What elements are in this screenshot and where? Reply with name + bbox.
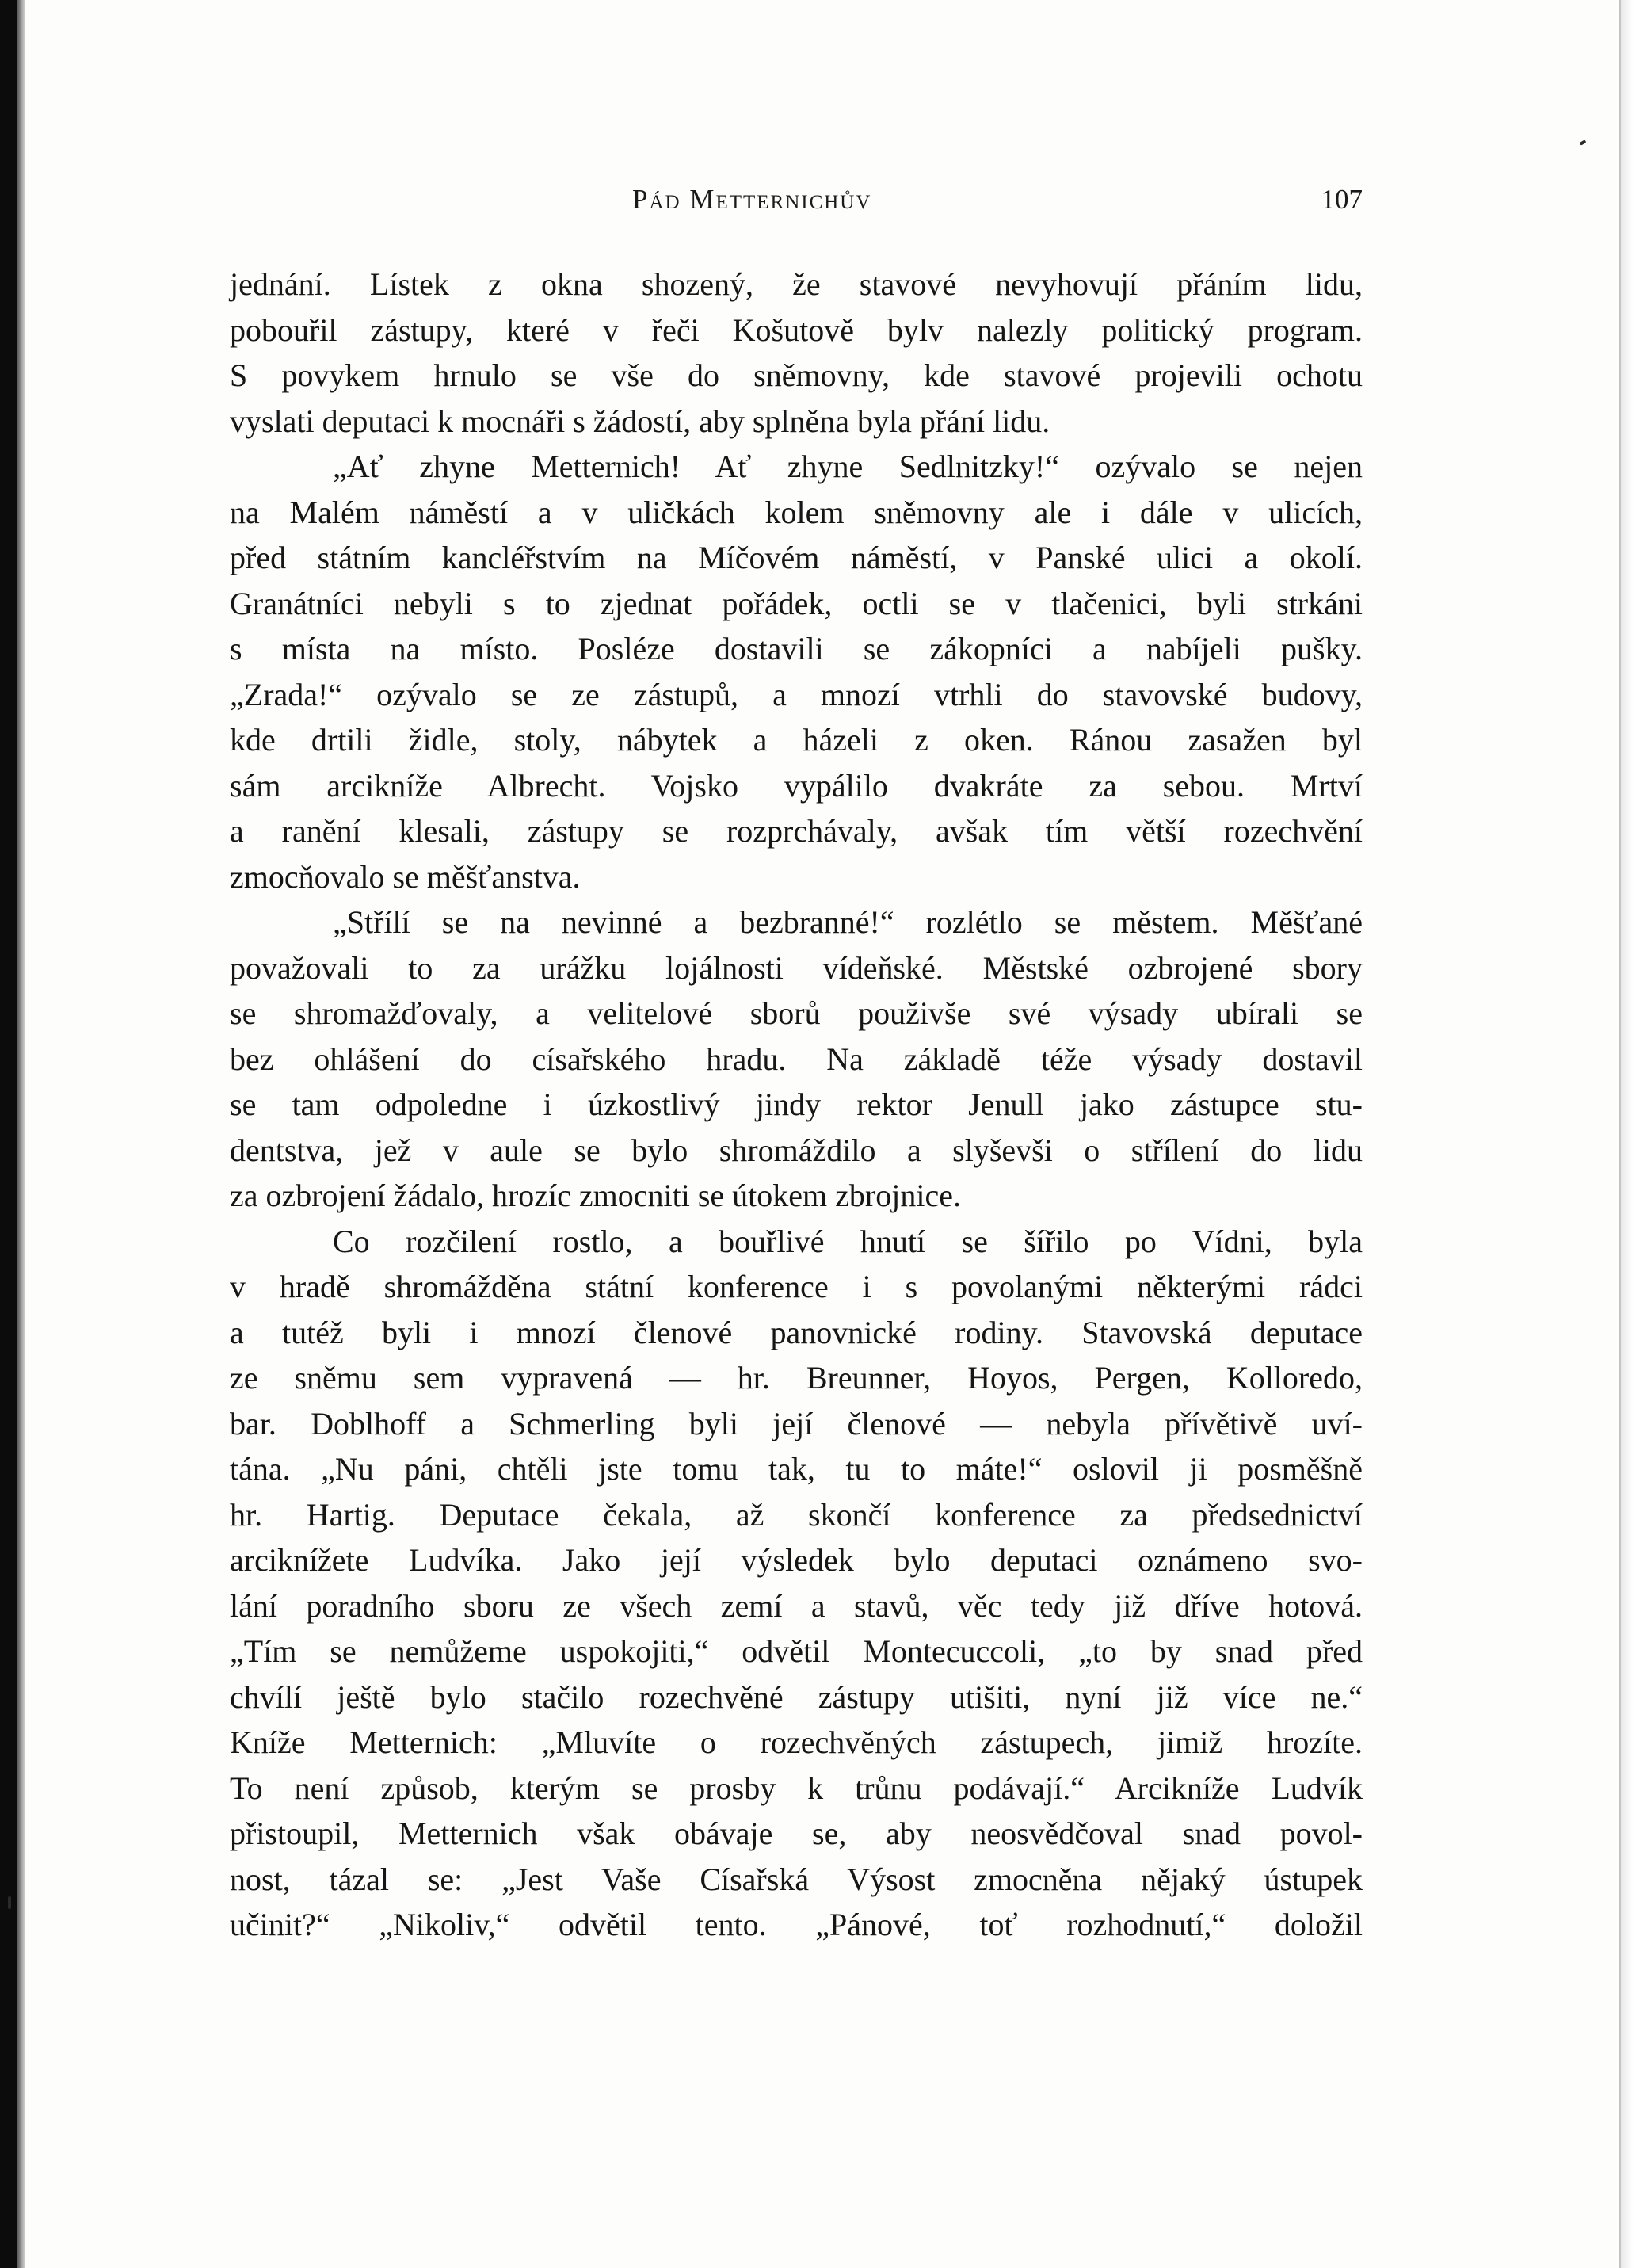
text-line: učinit?“ „Nikoliv,“ odvětil tento. „Pánové, toť rozhodnutí,“ doložil: [230, 1907, 1363, 1942]
body-text: [230, 262, 1363, 1948]
text-line: a ranění klesali, zástupy se rozprchávaly, avšak tím větší rozechvění: [230, 813, 1363, 849]
text-line: arciknížete Ludvíka. Jako její výsledek bylo deputaci oznámeno svo-: [230, 1542, 1363, 1578]
text-line: pobouřil zástupy, které v řeči Košutově bylv nalezly politický program.: [230, 311, 1363, 348]
text-line: v hradě shromážděna státní konference i s povolanými některými rádci: [230, 1269, 1363, 1304]
text-line: vyslati deputaci k mocnáři s žádostí, aby splněna byla přání lidu.: [230, 403, 1050, 439]
text-line: se tam odpoledne i úzkostlivý jindy rektor Jenull jako zástupce stu-: [230, 1086, 1363, 1122]
page-edge: [1621, 0, 1651, 2268]
text-line: tána. „Nu páni, chtěli jste tomu tak, tu to máte!“ oslovil ji posměšně: [230, 1451, 1363, 1487]
text-line: hr. Hartig. Deputace čekala, až skončí konference za předsednictví: [230, 1496, 1363, 1533]
text-line: lání poradního sboru ze všech zemí a stavů, věc tedy již dříve hotová.: [230, 1587, 1363, 1624]
running-header: [230, 184, 1363, 231]
text-line: „Tím se nemůžeme uspokojiti,“ odvětil Montecuccoli, „to by snad před: [230, 1633, 1363, 1669]
binding-shadow: [0, 0, 17, 2268]
text-line: na Malém náměstí a v uličkách kolem sněmovny ale i dále v ulicích,: [230, 494, 1363, 530]
text-line: chvílí ještě bylo stačilo rozechvěné zástupy utišiti, nyní již více ne.“: [230, 1678, 1363, 1715]
text-line: zmocňovalo se měšťanstva.: [230, 858, 581, 895]
dust-speck: [8, 1896, 11, 1909]
text-line: bar. Doblhoff a Schmerling byli její členové — nebyla přívětivě uví-: [230, 1405, 1363, 1441]
text-line: „Střílí se na nevinné a bezbranné!“ rozlétlo se městem. Měšťané: [333, 904, 1363, 940]
page-number: 107: [1321, 184, 1363, 215]
text-line: kde drtili židle, stoly, nábytek a házeli z oken. Ránou zasažen byl: [230, 722, 1363, 758]
text-line: jednání. Lístek z okna shozený, že stavové nevyhovují přáním lidu,: [230, 266, 1363, 302]
text-line: Granátníci nebyli s to zjednat pořádek, octli se v tlačenici, byli strkáni: [230, 585, 1363, 621]
text-line: bez ohlášení do císařského hradu. Na základě téže výsady dostavil: [230, 1040, 1363, 1077]
text-line: Co rozčilení rostlo, a bouřlivé hnutí se šířilo po Vídni, byla: [333, 1223, 1363, 1259]
binding-gradient: [17, 0, 25, 2268]
text-line: To není způsob, kterým se prosby k trůnu podávají.“ Arcikníže Ludvík: [230, 1770, 1363, 1806]
text-line: považovali to za urážku lojálnosti vídeňské. Městské ozbrojené sbory: [230, 949, 1363, 986]
running-title: Pád Metternichův: [632, 184, 872, 215]
text-line: Kníže Metternich: „Mluvíte o rozechvěných zástupech, jimiž hrozíte.: [230, 1724, 1363, 1760]
text-line: S povykem hrnulo se vše do sněmovny, kde stavové projevili ochotu: [230, 357, 1363, 393]
dust-speck: [1580, 139, 1587, 145]
text-line: „Zrada!“ ozývalo se ze zástupů, a mnozí vtrhli do stavovské budovy,: [230, 676, 1363, 712]
text-line: za ozbrojení žádalo, hrozíc zmocniti se útokem zbrojnice.: [230, 1178, 961, 1213]
text-line: sám arcikníže Albrecht. Vojsko vypálilo dvakráte za sebou. Mrtví: [230, 767, 1363, 804]
text-line: ze sněmu sem vypravená — hr. Breunner, Hoyos, Pergen, Kolloredo,: [230, 1360, 1363, 1396]
text-line: s místa na místo. Posléze dostavili se zákopníci a nabíjeli pušky.: [230, 631, 1363, 666]
text-line: se shromažďovaly, a velitelové sborů použivše své výsady ubírali se: [230, 995, 1363, 1031]
text-line: dentstva, jež v aule se bylo shromáždilo a slyševši o střílení do lidu: [230, 1132, 1363, 1168]
text-line: a tutéž byli i mnozí členové panovnické rodiny. Stavovská deputace: [230, 1314, 1363, 1350]
text-line: před státním kancléřstvím na Míčovém náměstí, v Panské ulici a okolí.: [230, 540, 1363, 575]
text-line: přistoupil, Metternich však obávaje se, aby neosvědčoval snad povol-: [230, 1816, 1363, 1851]
text-line: nost, tázal se: „Jest Vaše Císařská Výsost zmocněna nějaký ústupek: [230, 1861, 1363, 1897]
text-line: „Ať zhyne Metternich! Ať zhyne Sedlnitzky!“ ozývalo se nejen: [333, 449, 1363, 484]
